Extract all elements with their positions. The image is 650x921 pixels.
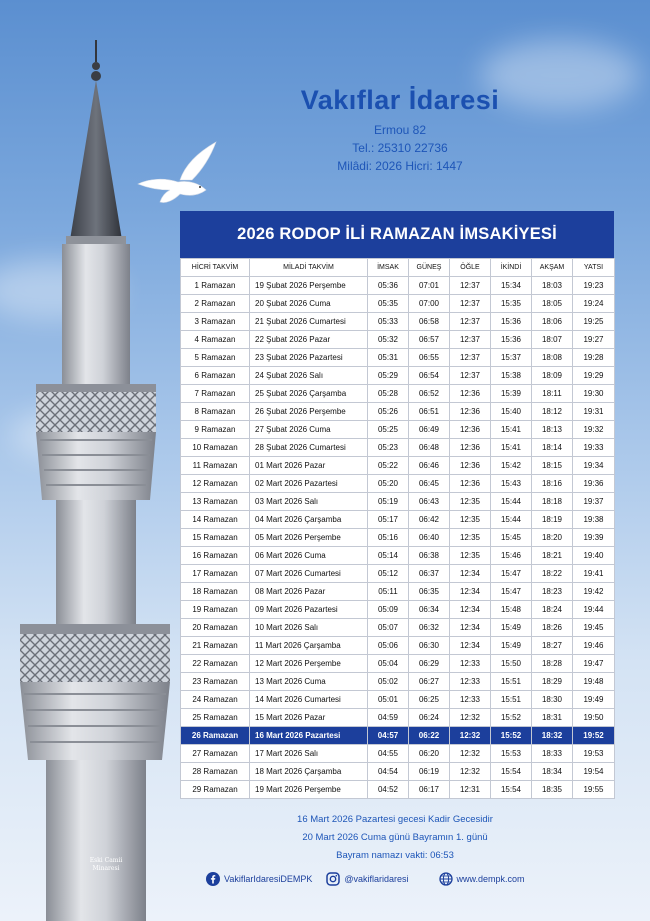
table-cell: 15:52 <box>491 709 532 727</box>
bayram-namazi-note: Bayram namazı vakti: 06:53 <box>336 850 454 861</box>
table-cell: 19:52 <box>573 727 615 745</box>
table-cell: 19:39 <box>573 529 615 547</box>
table-cell: 15:50 <box>491 655 532 673</box>
table-cell: 3 Ramazan <box>181 313 250 331</box>
table-cell: 14 Ramazan <box>181 511 250 529</box>
table-cell: 05:29 <box>368 367 409 385</box>
table-cell: 15:54 <box>491 781 532 799</box>
table-cell: 26 Şubat 2026 Perşembe <box>250 403 368 421</box>
table-cell: 13 Ramazan <box>181 493 250 511</box>
table-body <box>181 277 615 799</box>
table-row <box>181 295 615 313</box>
website-url: www.dempk.com <box>456 874 525 884</box>
table-cell: 05:06 <box>368 637 409 655</box>
table-cell: 17 Ramazan <box>181 565 250 583</box>
table-cell: 19:50 <box>573 709 615 727</box>
table-cell: 05:26 <box>368 403 409 421</box>
table-cell: 15:52 <box>491 727 532 745</box>
table-cell: 12 Mart 2026 Perşembe <box>250 655 368 673</box>
table-cell: 12:37 <box>450 331 491 349</box>
table-cell: 12:31 <box>450 781 491 799</box>
table-cell: 19:49 <box>573 691 615 709</box>
table-cell: 28 Ramazan <box>181 763 250 781</box>
column-header: GÜNEŞ <box>409 259 450 277</box>
table-cell: 23 Şubat 2026 Pazartesi <box>250 349 368 367</box>
table-cell: 12:37 <box>450 313 491 331</box>
phone: Tel.: 25310 22736 <box>352 141 448 155</box>
table-cell: 05:02 <box>368 673 409 691</box>
table-cell: 15:49 <box>491 637 532 655</box>
table-cell: 19 Şubat 2026 Perşembe <box>250 277 368 295</box>
table-cell: 15:36 <box>491 331 532 349</box>
table-cell: 03 Mart 2026 Salı <box>250 493 368 511</box>
table-cell: 12:36 <box>450 475 491 493</box>
table-cell: 19:47 <box>573 655 615 673</box>
table-cell: 04:57 <box>368 727 409 745</box>
table-cell: 4 Ramazan <box>181 331 250 349</box>
table-cell: 15:51 <box>491 691 532 709</box>
table-cell: 05:28 <box>368 385 409 403</box>
table-cell: 06:45 <box>409 475 450 493</box>
table-row <box>181 277 615 295</box>
table-cell: 19:23 <box>573 277 615 295</box>
table-cell: 24 Şubat 2026 Salı <box>250 367 368 385</box>
table-cell: 25 Şubat 2026 Çarşamba <box>250 385 368 403</box>
table-cell: 14 Mart 2026 Cumartesi <box>250 691 368 709</box>
table-cell: 06:42 <box>409 511 450 529</box>
table-cell: 17 Mart 2026 Salı <box>250 745 368 763</box>
kadir-gecesi-note: 16 Mart 2026 Pazartesi gecesi Kadir Gecesidir <box>297 814 493 825</box>
table-row <box>181 511 615 529</box>
table-cell: 27 Şubat 2026 Cuma <box>250 421 368 439</box>
table-cell: 05:04 <box>368 655 409 673</box>
table-cell: 04:54 <box>368 763 409 781</box>
table-cell: 06:24 <box>409 709 450 727</box>
table-cell: 18:30 <box>532 691 573 709</box>
table-row <box>181 439 615 457</box>
facebook-link[interactable] <box>206 872 312 886</box>
table-cell: 15:40 <box>491 403 532 421</box>
table-cell: 18:27 <box>532 637 573 655</box>
table-cell: 24 Ramazan <box>181 691 250 709</box>
table-cell: 15 Ramazan <box>181 529 250 547</box>
column-header: AKŞAM <box>532 259 573 277</box>
table-cell: 18 Mart 2026 Çarşamba <box>250 763 368 781</box>
table-cell: 05:16 <box>368 529 409 547</box>
table-cell: 02 Mart 2026 Pazartesi <box>250 475 368 493</box>
table-cell: 9 Ramazan <box>181 421 250 439</box>
year-info: Milâdi: 2026 Hicri: 1447 <box>337 159 463 173</box>
table-cell: 12:37 <box>450 367 491 385</box>
table-row <box>181 367 615 385</box>
table-cell: 01 Mart 2026 Pazar <box>250 457 368 475</box>
column-header: MİLADİ TAKVİM <box>250 259 368 277</box>
table-cell: 15:38 <box>491 367 532 385</box>
column-header: HİCRİ TAKVİM <box>181 259 250 277</box>
table-cell: 18:31 <box>532 709 573 727</box>
table-cell: 19:53 <box>573 745 615 763</box>
website-link[interactable] <box>439 872 525 886</box>
table-cell: 06:49 <box>409 421 450 439</box>
table-cell: 19:33 <box>573 439 615 457</box>
table-cell: 19:34 <box>573 457 615 475</box>
table-cell: 06:37 <box>409 565 450 583</box>
table-cell: 05:35 <box>368 295 409 313</box>
table-cell: 18:35 <box>532 781 573 799</box>
table-cell: 06:54 <box>409 367 450 385</box>
table-cell: 12 Ramazan <box>181 475 250 493</box>
table-cell: 15:37 <box>491 349 532 367</box>
table-cell: 15:44 <box>491 493 532 511</box>
table-cell: 19:45 <box>573 619 615 637</box>
address: Ermou 82 <box>373 123 427 137</box>
table-cell: 06:20 <box>409 745 450 763</box>
table-cell: 18:32 <box>532 727 573 745</box>
table-row <box>181 709 615 727</box>
table-cell: 27 Ramazan <box>181 745 250 763</box>
table-cell: 26 Ramazan <box>181 727 250 745</box>
table-cell: 05:23 <box>368 439 409 457</box>
table-cell: 12:35 <box>450 529 491 547</box>
table-cell: 18:18 <box>532 493 573 511</box>
table-cell: 05:20 <box>368 475 409 493</box>
table-cell: 15:47 <box>491 583 532 601</box>
table-cell: 18:11 <box>532 385 573 403</box>
table-cell: 05:32 <box>368 331 409 349</box>
column-header: YATSI <box>573 259 615 277</box>
table-cell: 29 Ramazan <box>181 781 250 799</box>
table-title: 2026 RODOP İLİ RAMAZAN İMSAKİYESİ <box>180 211 614 258</box>
table-cell: 15:53 <box>491 745 532 763</box>
table-cell: 05 Mart 2026 Perşembe <box>250 529 368 547</box>
table-row <box>181 385 615 403</box>
table-row <box>181 745 615 763</box>
table-cell: 18:09 <box>532 367 573 385</box>
table-cell: 19:44 <box>573 601 615 619</box>
table-cell: 18:33 <box>532 745 573 763</box>
table-row <box>181 637 615 655</box>
table-cell: 06:32 <box>409 619 450 637</box>
column-header: ÖĞLE <box>450 259 491 277</box>
imsakiye-table-container <box>180 211 614 799</box>
table-cell: 06 Mart 2026 Cuma <box>250 547 368 565</box>
table-cell: 15:35 <box>491 295 532 313</box>
table-cell: 18 Ramazan <box>181 583 250 601</box>
table-cell: 12:32 <box>450 763 491 781</box>
table-cell: 18:20 <box>532 529 573 547</box>
table-cell: 19:41 <box>573 565 615 583</box>
table-cell: 06:38 <box>409 547 450 565</box>
table-cell: 18:12 <box>532 403 573 421</box>
table-cell: 18:08 <box>532 349 573 367</box>
table-row <box>181 475 615 493</box>
table-cell: 05:19 <box>368 493 409 511</box>
table-cell: 18:26 <box>532 619 573 637</box>
table-row <box>181 547 615 565</box>
table-cell: 19:55 <box>573 781 615 799</box>
table-cell: 19:54 <box>573 763 615 781</box>
globe-icon <box>439 872 453 886</box>
table-cell: 06:19 <box>409 763 450 781</box>
table-cell: 12:35 <box>450 511 491 529</box>
table-cell: 06:29 <box>409 655 450 673</box>
table-row <box>181 691 615 709</box>
table-cell: 19:46 <box>573 637 615 655</box>
table-cell: 19 Mart 2026 Perşembe <box>250 781 368 799</box>
social-links <box>206 869 586 889</box>
table-row <box>181 403 615 421</box>
table-cell: 19:31 <box>573 403 615 421</box>
table-cell: 19:25 <box>573 313 615 331</box>
table-cell: 09 Mart 2026 Pazartesi <box>250 601 368 619</box>
table-cell: 05:17 <box>368 511 409 529</box>
table-row-highlighted <box>181 727 615 745</box>
table-cell: 12:32 <box>450 709 491 727</box>
table-cell: 06:48 <box>409 439 450 457</box>
table-row <box>181 349 615 367</box>
table-cell: 16 Ramazan <box>181 547 250 565</box>
table-cell: 15 Mart 2026 Pazar <box>250 709 368 727</box>
table-cell: 12:33 <box>450 673 491 691</box>
table-cell: 18:29 <box>532 673 573 691</box>
table-cell: 05:01 <box>368 691 409 709</box>
table-cell: 7 Ramazan <box>181 385 250 403</box>
table-row <box>181 583 615 601</box>
table-cell: 1 Ramazan <box>181 277 250 295</box>
table-cell: 19:29 <box>573 367 615 385</box>
instagram-icon <box>326 872 340 886</box>
table-cell: 13 Mart 2026 Cuma <box>250 673 368 691</box>
table-cell: 06:17 <box>409 781 450 799</box>
table-cell: 06:52 <box>409 385 450 403</box>
table-cell: 19:24 <box>573 295 615 313</box>
table-cell: 18:06 <box>532 313 573 331</box>
table-cell: 19:48 <box>573 673 615 691</box>
table-cell: 06:55 <box>409 349 450 367</box>
table-cell: 12:36 <box>450 403 491 421</box>
table-cell: 18:28 <box>532 655 573 673</box>
table-cell: 15:44 <box>491 511 532 529</box>
table-cell: 19:27 <box>573 331 615 349</box>
table-cell: 07:00 <box>409 295 450 313</box>
table-row <box>181 493 615 511</box>
org-title: Vakıflar İdaresi <box>300 85 500 115</box>
table-cell: 15:46 <box>491 547 532 565</box>
table-cell: 11 Mart 2026 Çarşamba <box>250 637 368 655</box>
table-cell: 22 Ramazan <box>181 655 250 673</box>
table-cell: 05:14 <box>368 547 409 565</box>
table-cell: 06:40 <box>409 529 450 547</box>
table-cell: 06:25 <box>409 691 450 709</box>
table-cell: 12:35 <box>450 547 491 565</box>
table-cell: 12:36 <box>450 421 491 439</box>
table-cell: 19:30 <box>573 385 615 403</box>
table-cell: 20 Ramazan <box>181 619 250 637</box>
notes <box>230 814 560 868</box>
table-cell: 25 Ramazan <box>181 709 250 727</box>
table-cell: 15:49 <box>491 619 532 637</box>
table-cell: 15:41 <box>491 439 532 457</box>
table-row <box>181 457 615 475</box>
table-cell: 12:35 <box>450 493 491 511</box>
table-cell: 06:35 <box>409 583 450 601</box>
table-cell: 07 Mart 2026 Cumartesi <box>250 565 368 583</box>
table-header-row <box>181 259 615 277</box>
table-cell: 05:07 <box>368 619 409 637</box>
table-cell: 15:54 <box>491 763 532 781</box>
table-cell: 18:22 <box>532 565 573 583</box>
table-cell: 12:36 <box>450 457 491 475</box>
table-cell: 15:51 <box>491 673 532 691</box>
table-cell: 12:37 <box>450 277 491 295</box>
table-cell: 06:46 <box>409 457 450 475</box>
table-cell: 12:36 <box>450 439 491 457</box>
table-cell: 15:34 <box>491 277 532 295</box>
table-cell: 22 Şubat 2026 Pazar <box>250 331 368 349</box>
imsakiye-table <box>180 258 615 799</box>
table-cell: 05:09 <box>368 601 409 619</box>
table-cell: 19:32 <box>573 421 615 439</box>
table-cell: 15:39 <box>491 385 532 403</box>
table-cell: 18:13 <box>532 421 573 439</box>
column-header: İMSAK <box>368 259 409 277</box>
table-cell: 19:38 <box>573 511 615 529</box>
table-row <box>181 673 615 691</box>
table-cell: 19:42 <box>573 583 615 601</box>
instagram-handle: @vakiflaridaresi <box>344 874 409 884</box>
minaret-caption: Eski Camii Minaresi <box>89 857 123 872</box>
table-cell: 06:43 <box>409 493 450 511</box>
table-cell: 10 Ramazan <box>181 439 250 457</box>
table-cell: 12:33 <box>450 691 491 709</box>
table-cell: 18:03 <box>532 277 573 295</box>
column-header: İKİNDİ <box>491 259 532 277</box>
table-cell: 15:47 <box>491 565 532 583</box>
table-cell: 18:07 <box>532 331 573 349</box>
table-cell: 15:43 <box>491 475 532 493</box>
table-cell: 8 Ramazan <box>181 403 250 421</box>
table-row <box>181 601 615 619</box>
table-cell: 15:36 <box>491 313 532 331</box>
table-cell: 18:15 <box>532 457 573 475</box>
table-cell: 05:22 <box>368 457 409 475</box>
table-cell: 12:34 <box>450 601 491 619</box>
table-cell: 12:32 <box>450 727 491 745</box>
table-row <box>181 619 615 637</box>
table-cell: 28 Şubat 2026 Cumartesi <box>250 439 368 457</box>
minaret-illustration <box>0 0 180 921</box>
table-cell: 12:34 <box>450 637 491 655</box>
table-cell: 18:23 <box>532 583 573 601</box>
table-cell: 23 Ramazan <box>181 673 250 691</box>
table-cell: 08 Mart 2026 Pazar <box>250 583 368 601</box>
table-cell: 04:59 <box>368 709 409 727</box>
table-cell: 10 Mart 2026 Salı <box>250 619 368 637</box>
table-cell: 5 Ramazan <box>181 349 250 367</box>
table-row <box>181 421 615 439</box>
dove-illustration <box>136 140 220 206</box>
table-row <box>181 313 615 331</box>
table-cell: 06:58 <box>409 313 450 331</box>
table-cell: 12:37 <box>450 349 491 367</box>
table-cell: 16 Mart 2026 Pazartesi <box>250 727 368 745</box>
table-cell: 21 Şubat 2026 Cumartesi <box>250 313 368 331</box>
table-cell: 12:34 <box>450 619 491 637</box>
table-cell: 18:16 <box>532 475 573 493</box>
table-cell: 15:41 <box>491 421 532 439</box>
table-cell: 18:19 <box>532 511 573 529</box>
table-cell: 18:34 <box>532 763 573 781</box>
table-cell: 19:36 <box>573 475 615 493</box>
table-cell: 2 Ramazan <box>181 295 250 313</box>
table-cell: 12:34 <box>450 583 491 601</box>
table-cell: 21 Ramazan <box>181 637 250 655</box>
table-cell: 05:11 <box>368 583 409 601</box>
table-cell: 12:33 <box>450 655 491 673</box>
table-cell: 04:52 <box>368 781 409 799</box>
table-cell: 06:22 <box>409 727 450 745</box>
table-cell: 20 Şubat 2026 Cuma <box>250 295 368 313</box>
instagram-link[interactable] <box>326 872 408 886</box>
bayram-note: 20 Mart 2026 Cuma günü Bayramın 1. günü <box>302 832 488 843</box>
table-cell: 06:27 <box>409 673 450 691</box>
table-cell: 05:33 <box>368 313 409 331</box>
table-cell: 15:48 <box>491 601 532 619</box>
table-cell: 04 Mart 2026 Çarşamba <box>250 511 368 529</box>
table-cell: 11 Ramazan <box>181 457 250 475</box>
facebook-icon <box>206 872 220 886</box>
table-cell: 07:01 <box>409 277 450 295</box>
table-cell: 06:30 <box>409 637 450 655</box>
table-cell: 18:05 <box>532 295 573 313</box>
table-cell: 15:45 <box>491 529 532 547</box>
table-cell: 12:32 <box>450 745 491 763</box>
facebook-handle: VakiflarIdaresiDEMPK <box>224 874 313 884</box>
table-cell: 19:28 <box>573 349 615 367</box>
table-row <box>181 781 615 799</box>
table-cell: 18:14 <box>532 439 573 457</box>
table-cell: 12:37 <box>450 295 491 313</box>
table-cell: 18:21 <box>532 547 573 565</box>
table-row <box>181 331 615 349</box>
table-cell: 06:34 <box>409 601 450 619</box>
table-cell: 12:36 <box>450 385 491 403</box>
header <box>230 85 570 173</box>
table-cell: 06:51 <box>409 403 450 421</box>
table-cell: 05:25 <box>368 421 409 439</box>
table-cell: 19:37 <box>573 493 615 511</box>
table-cell: 18:24 <box>532 601 573 619</box>
table-row <box>181 763 615 781</box>
table-row <box>181 565 615 583</box>
table-row <box>181 655 615 673</box>
table-cell: 04:55 <box>368 745 409 763</box>
table-cell: 6 Ramazan <box>181 367 250 385</box>
table-cell: 15:42 <box>491 457 532 475</box>
table-cell: 05:36 <box>368 277 409 295</box>
table-cell: 12:34 <box>450 565 491 583</box>
table-cell: 06:57 <box>409 331 450 349</box>
table-row <box>181 529 615 547</box>
table-cell: 19:40 <box>573 547 615 565</box>
table-cell: 05:12 <box>368 565 409 583</box>
table-cell: 19 Ramazan <box>181 601 250 619</box>
table-cell: 05:31 <box>368 349 409 367</box>
